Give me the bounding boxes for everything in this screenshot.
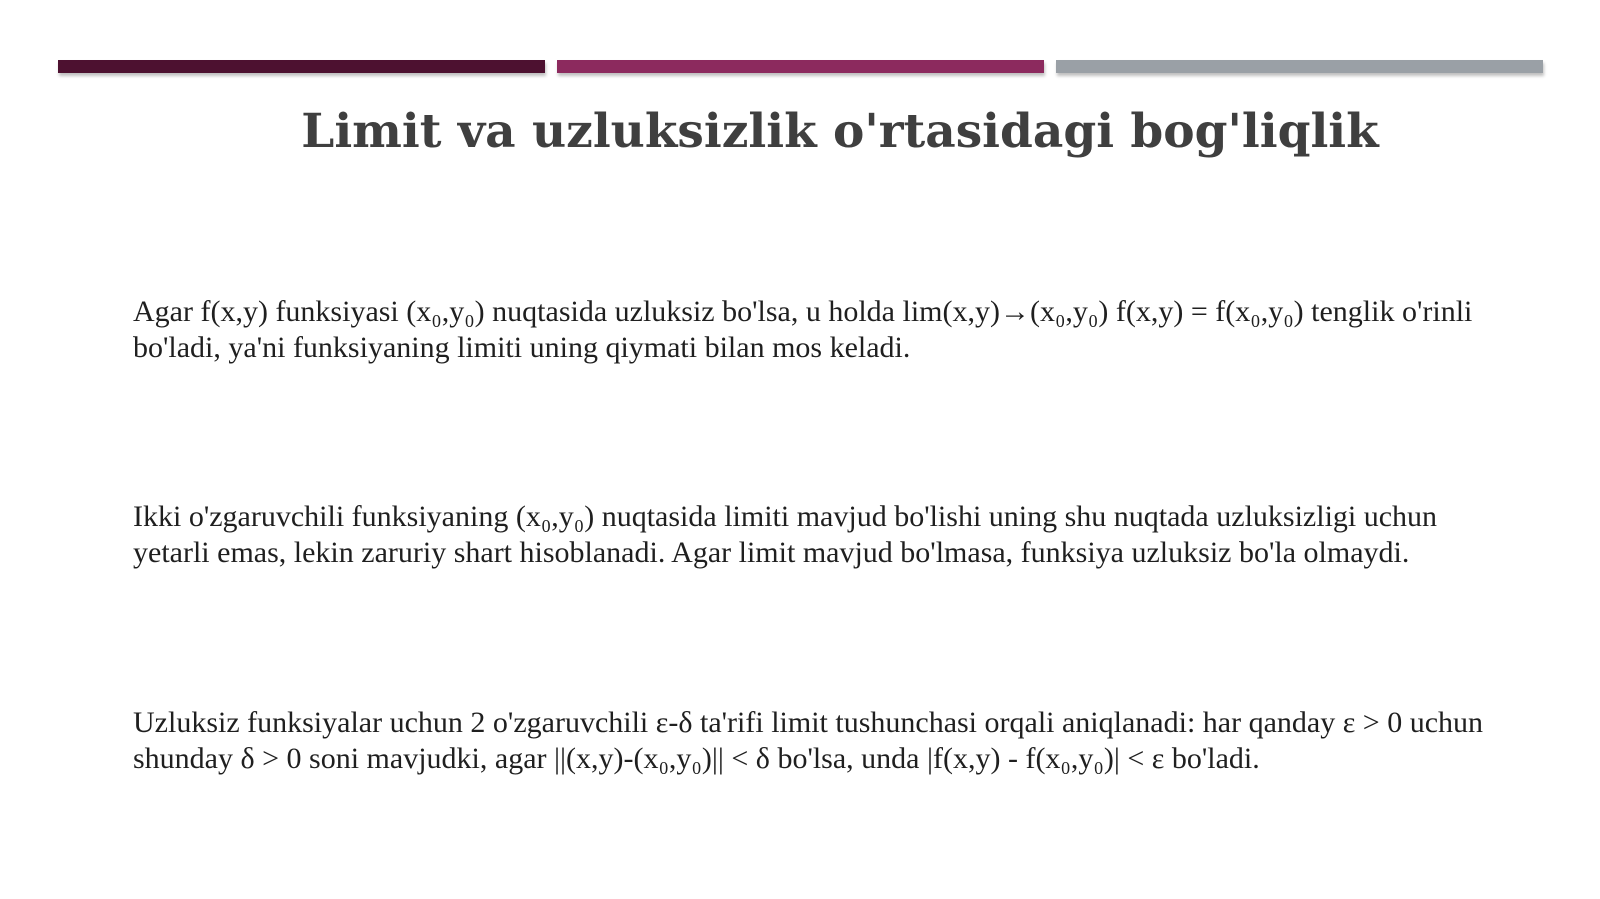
paragraph-1: Agar f(x,y) funksiyasi (x₀,y₀) nuqtasida uzluksiz bo'lsa, u holda lim(x,y)→(x₀,y₀) f(x,y) = f(x₀,y₀) tenglik o'rinli bo'ladi, ya'ni funksiyaning limiti uning qiymati bilan mos keladi. xyxy=(133,295,1473,364)
header-bar-dark xyxy=(58,60,545,73)
header-bar-gray xyxy=(1056,60,1543,73)
header-bar-magenta xyxy=(557,60,1044,73)
paragraph-2: Ikki o'zgaruvchili funksiyaning (x₀,y₀) nuqtasida limiti mavjud bo'lishi uning shu nuqtada uzluksizligi uchun yetarli emas, lekin zaruriy shart hisoblanadi. Agar limit mavjud bo'lmasa, funksiya uzluksiz bo'la olmaydi. xyxy=(133,500,1438,569)
paragraph-3: Uzluksiz funksiyalar uchun 2 o'zgaruvchili ε-δ ta'rifi limit tushunchasi orqali aniqlanadi: har qanday ε > 0 uchun shunday δ > 0 soni mavjudki, agar ||(x,y)-(x₀,y₀)|| < δ bo'lsa, unda |f(x,y) - f(x₀,y₀)| < ε bo'ladi. xyxy=(133,706,1484,775)
slide-title: Limit va uzluksizlik o'rtasidagi bog'liqlik xyxy=(301,104,1379,159)
